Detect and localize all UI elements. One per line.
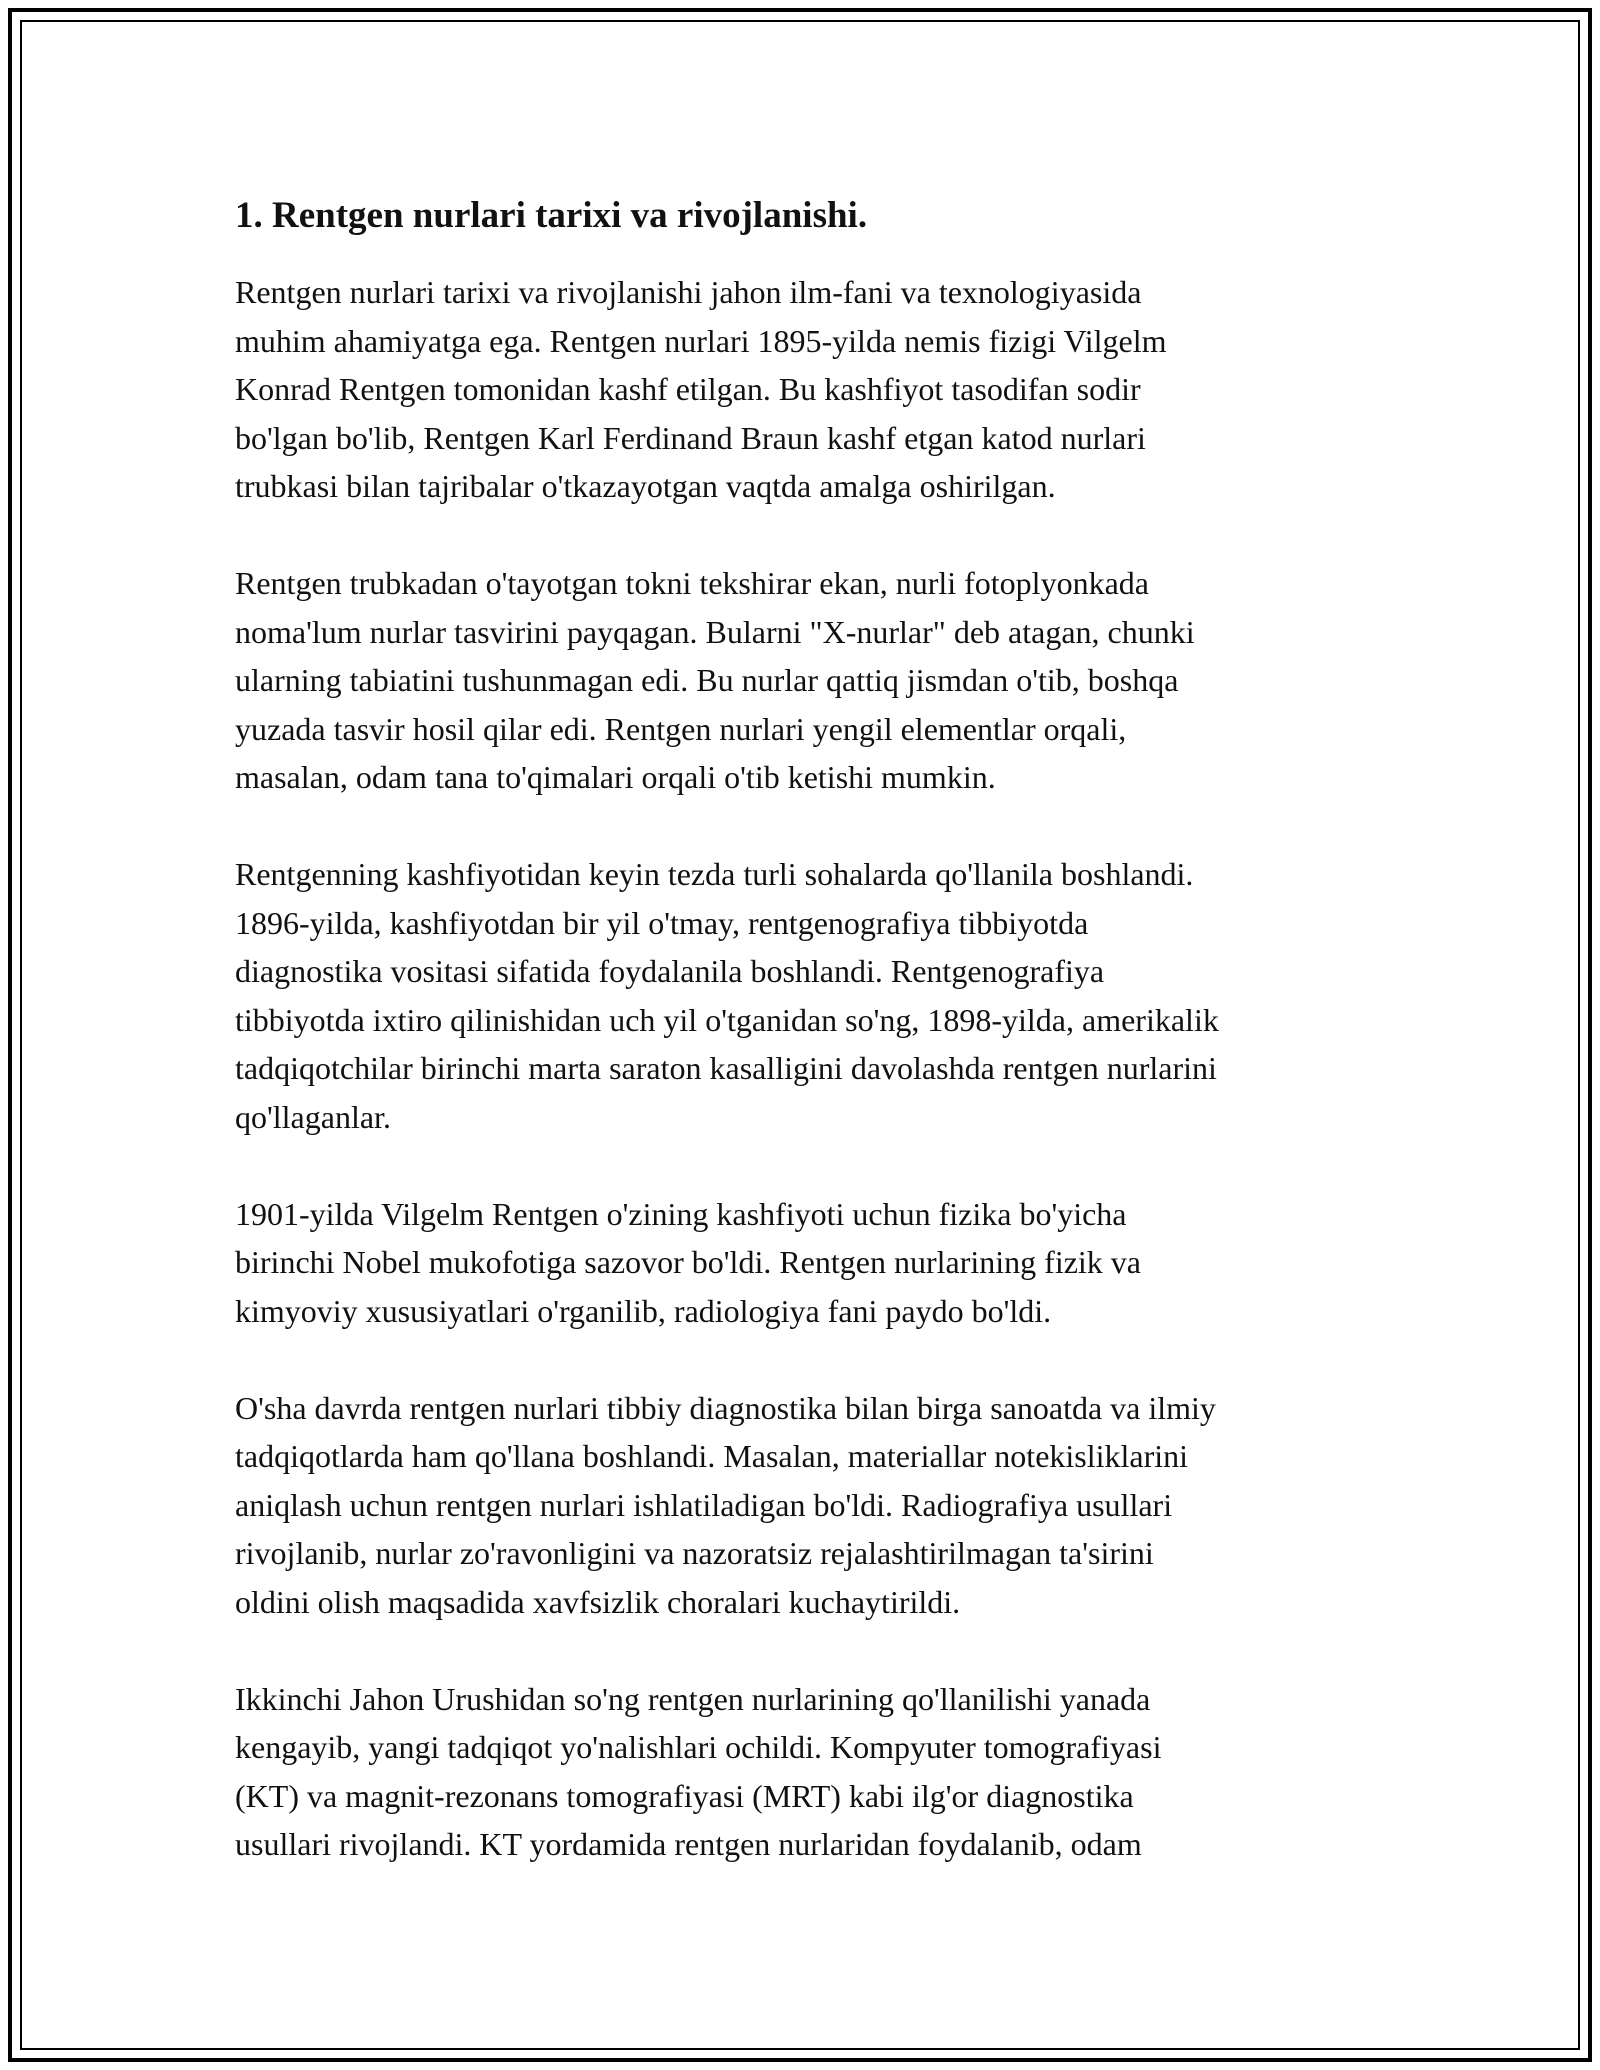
paragraph-line: Rentgen trubkadan o'tayotgan tokni tekshirar ekan, nurli fotoplyonkada — [235, 565, 1149, 601]
paragraph-line: yuzada tasvir hosil qilar edi. Rentgen nurlari yengil elementlar orqali, — [235, 710, 1127, 747]
paragraph-line: bo'lgan bo'lib, Rentgen Karl Ferdinand Braun kashf etgan katod nurlari — [235, 419, 1146, 456]
paragraph-3 — [235, 850, 1395, 1141]
paragraph-line: tadqiqotlarda ham qo'llana boshlandi. Masalan, materiallar notekisliklarini — [235, 1438, 1189, 1474]
paragraph-6 — [235, 1675, 1395, 1869]
paragraph-line: qo'llaganlar. — [235, 1098, 391, 1135]
paragraph-line: diagnostika vositasi sifatida foydalanila boshlandi. Rentgenografiya — [235, 953, 1105, 989]
paragraph-line: Rentgenning kashfiyotidan keyin tezda turli sohalarda qo'llanila boshlandi. — [235, 856, 1194, 892]
paragraph-line: ularning tabiatini tushunmagan edi. Bu nurlar qattiq jismdan o'tib, boshqa — [235, 662, 1179, 698]
paragraph-line: 1896-yilda, kashfiyotdan bir yil o'tmay, rentgenografiya tibbiyotda — [235, 904, 1089, 941]
paragraph-1 — [235, 268, 1395, 511]
paragraph-5 — [235, 1384, 1395, 1627]
paragraph-line: tadqiqotchilar birinchi marta saraton kasalligini davolashda rentgen nurlarini — [235, 1050, 1217, 1086]
paragraph-4 — [235, 1190, 1395, 1336]
paragraph-line: (KT) va magnit-rezonans tomografiyasi (MRT) kabi ilg'or diagnostika — [235, 1777, 1134, 1814]
paragraph-line: 1901-yilda Vilgelm Rentgen o'zining kashfiyoti uchun fizika bo'yicha — [235, 1195, 1127, 1232]
paragraph-2 — [235, 559, 1395, 802]
paragraph-line: O'sha davrda rentgen nurlari tibbiy diagnostika bilan birga sanoatda va ilmiy — [235, 1389, 1216, 1426]
section-title: 1. Rentgen nurlari tarixi va rivojlanishi. — [235, 195, 868, 236]
paragraph-line: masalan, odam tana to'qimalari orqali o'tib ketishi mumkin. — [235, 759, 996, 795]
paragraph-line: muhim ahamiyatga ega. Rentgen nurlari 1895-yilda nemis fizigi Vilgelm — [235, 322, 1167, 359]
document-body — [235, 186, 1395, 1917]
paragraph-line: aniqlash uchun rentgen nurlari ishlatiladigan bo'ldi. Radiografiya usullari — [235, 1486, 1173, 1523]
paragraph-line: trubkasi bilan tajribalar o'tkazayotgan vaqtda amalga oshirilgan. — [235, 468, 1056, 504]
paragraph-line: Konrad Rentgen tomonidan kashf etilgan. Bu kashfiyot tasodifan sodir — [235, 371, 1141, 407]
paragraph-line: oldini olish maqsadida xavfsizlik choralari kuchaytirildi. — [235, 1583, 961, 1620]
paragraph-line: birinchi Nobel mukofotiga sazovor bo'ldi. Rentgen nurlarining fizik va — [235, 1244, 1141, 1280]
paragraph-line: usullari rivojlandi. KT yordamida rentgen nurlaridan foydalanib, odam — [235, 1826, 1142, 1862]
paragraph-line: Rentgen nurlari tarixi va rivojlanishi jahon ilm-fani va texnologiyasida — [235, 274, 1142, 310]
paragraph-line: rivojlanib, nurlar zo'ravonligini va nazoratsiz rejalashtirilmagan ta'sirini — [235, 1535, 1154, 1571]
paragraph-line: kengayib, yangi tadqiqot yo'nalishlari ochildi. Kompyuter tomografiyasi — [235, 1729, 1162, 1765]
paragraph-line: tibbiyotda ixtiro qilinishidan uch yil o'tganidan so'ng, 1898-yilda, amerikalik — [235, 1001, 1219, 1038]
paragraph-line: noma'lum nurlar tasvirini payqagan. Bularni "X-nurlar" deb atagan, chunki — [235, 613, 1195, 650]
paragraph-line: kimyoviy xususiyatlari o'rganilib, radiologiya fani paydo bo'ldi. — [235, 1292, 1052, 1329]
paragraph-line: Ikkinchi Jahon Urushidan so'ng rentgen nurlarining qo'llanilishi yanada — [235, 1680, 1151, 1717]
